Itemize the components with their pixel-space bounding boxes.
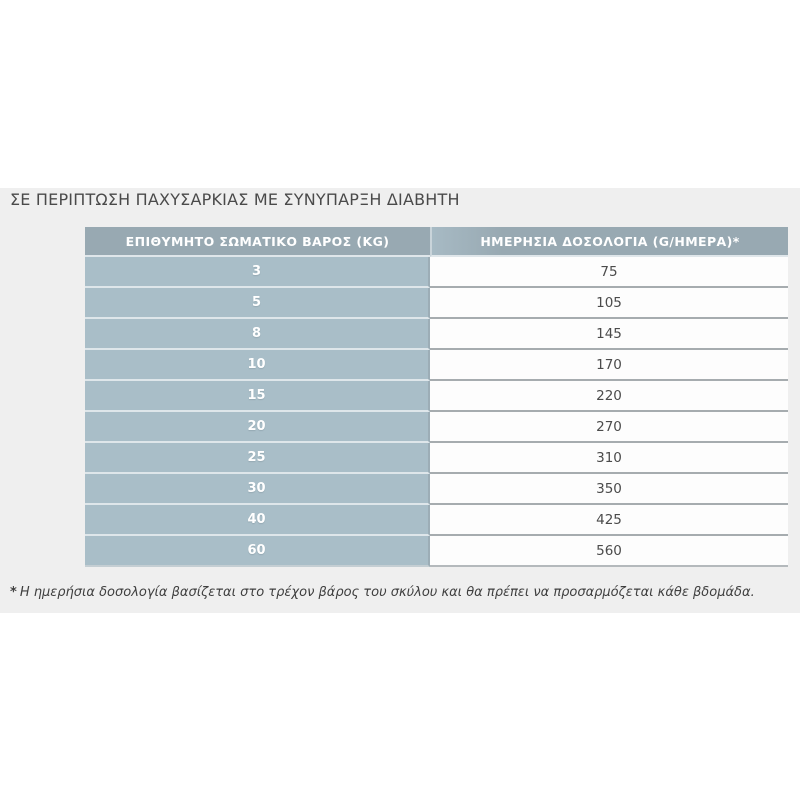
dose-cell: 75 bbox=[430, 257, 788, 288]
dose-cell: 270 bbox=[430, 412, 788, 443]
weight-cell: 3 bbox=[85, 257, 430, 288]
table-row bbox=[85, 288, 788, 319]
table-row bbox=[85, 474, 788, 505]
table-row bbox=[85, 381, 788, 412]
table-row bbox=[85, 443, 788, 474]
column-header-weight: ΕΠΙΘΥΜΗΤΟ ΣΩΜΑΤΙΚΟ ΒΑΡΟΣ (KG) bbox=[85, 227, 430, 257]
table-row bbox=[85, 350, 788, 381]
dose-cell: 310 bbox=[430, 443, 788, 474]
dose-cell: 560 bbox=[430, 536, 788, 567]
weight-cell: 5 bbox=[85, 288, 430, 319]
dose-cell: 220 bbox=[430, 381, 788, 412]
table-row bbox=[85, 412, 788, 443]
weight-cell: 60 bbox=[85, 536, 430, 567]
dose-cell: 105 bbox=[430, 288, 788, 319]
weight-cell: 15 bbox=[85, 381, 430, 412]
footnote bbox=[10, 585, 755, 600]
footnote-text: Η ημερήσια δοσολογία βασίζεται στο τρέχον βάρος του σκύλου και θα πρέπει να προσαρμόζεται κάθε βδομάδα. bbox=[19, 585, 755, 600]
table-header-row bbox=[85, 227, 788, 257]
dose-cell: 145 bbox=[430, 319, 788, 350]
weight-cell: 30 bbox=[85, 474, 430, 505]
dose-cell: 350 bbox=[430, 474, 788, 505]
dose-cell: 425 bbox=[430, 505, 788, 536]
table-row bbox=[85, 505, 788, 536]
dosage-table bbox=[85, 227, 788, 567]
table-row bbox=[85, 319, 788, 350]
weight-cell: 10 bbox=[85, 350, 430, 381]
dose-cell: 170 bbox=[430, 350, 788, 381]
footnote-asterisk: * bbox=[10, 585, 17, 600]
table-row bbox=[85, 536, 788, 567]
weight-cell: 40 bbox=[85, 505, 430, 536]
weight-cell: 8 bbox=[85, 319, 430, 350]
table-row bbox=[85, 257, 788, 288]
weight-cell: 20 bbox=[85, 412, 430, 443]
column-header-dose: ΗΜΕΡΗΣΙΑ ΔΟΣΟΛΟΓΙΑ (G/ΗΜΕΡΑ)* bbox=[430, 227, 788, 257]
section-title: ΣΕ ΠΕΡΙΠΤΩΣΗ ΠΑΧΥΣΑΡΚΙΑΣ ΜΕ ΣΥΝΥΠΑΡΞΗ ΔΙΑΒΗΤΗ bbox=[10, 190, 460, 209]
weight-cell: 25 bbox=[85, 443, 430, 474]
